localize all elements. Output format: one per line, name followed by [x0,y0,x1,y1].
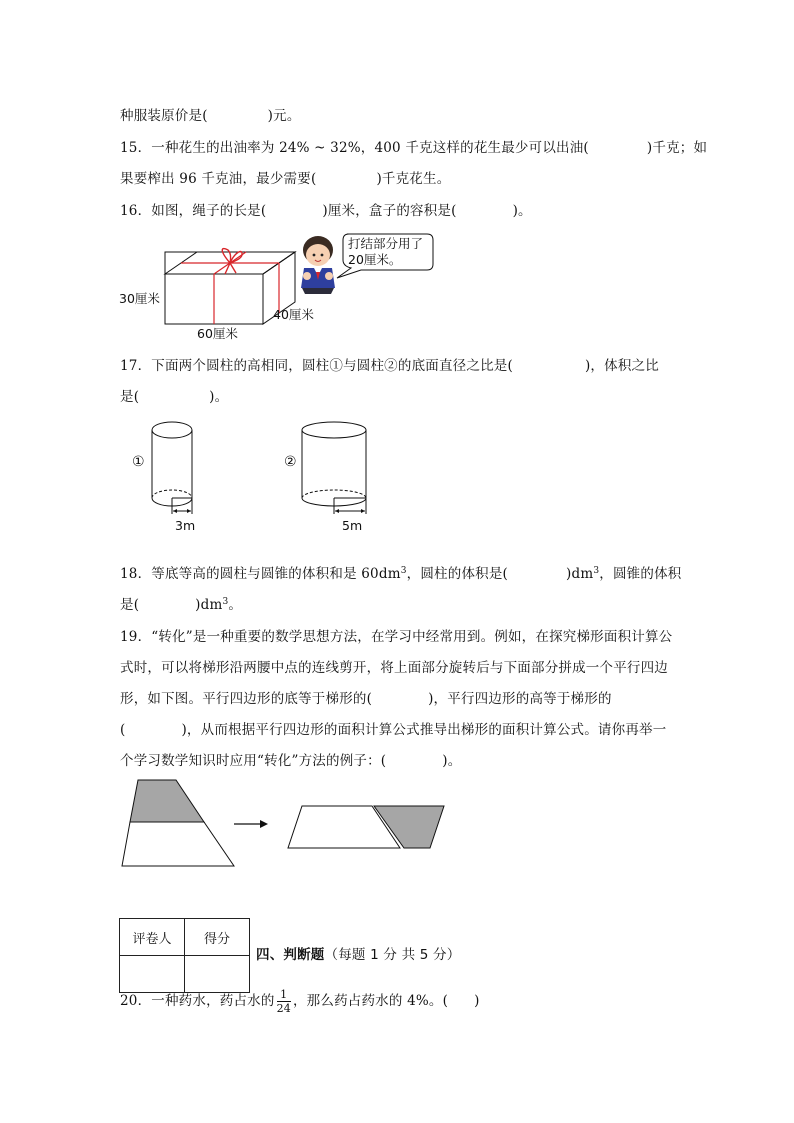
q20-text-b: ，那么药占药水的 4%。( [292,993,449,1009]
q15-text-c: 果要榨出 96 千克油，最少需要( [120,171,317,187]
q19-line1: 19．“转化”是一种重要的数学思想方法，在学习中经常用到。例如，在探究梯形面积计算公 [120,629,673,645]
q19-text-a: 形，如下图。平行四边形的底等于梯形的( [120,691,373,707]
q18-line1 [120,562,681,582]
q19-text-e: 个学习数学知识时应用“转化”方法的例子：( [120,753,387,769]
student-avatar-icon [301,236,335,294]
q19-line3 [120,687,612,707]
q18-sup-3: 3 [222,597,229,607]
q17-line2 [120,385,228,405]
q18-text-f: )dm [195,597,223,613]
q20-line [120,988,480,1015]
q20-frac-den: 24 [276,1002,291,1015]
q19-line4 [120,718,666,738]
grader-label: 评卷人 [120,919,185,956]
q18-text-b: ，圆柱的体积是( [406,566,509,582]
arrow-icon [260,820,268,828]
q19-line5 [120,749,461,769]
q17-text-a: 17．下面两个圆柱的高相同，圆柱①与圆柱②的底面直径之比是( [120,358,513,374]
section4-subtitle: （每题 1 分 共 5 分） [324,947,461,963]
trapezoid-top-shaded [130,780,204,822]
q19-text-b: )，平行四边形的高等于梯形的 [428,691,612,707]
q20-text-c: ) [474,993,480,1009]
q17-text-d: )。 [209,389,229,405]
grader-cell[interactable] [120,956,185,993]
q16-line [120,199,532,219]
q19-text-d: )，从而根据平行四边形的面积计算公式推导出梯形的面积计算公式。请你再举一 [181,722,667,738]
q20-frac-num: 1 [277,988,291,1002]
bubble-line1: 打结部分用了 [348,236,424,251]
cylinder-1 [152,422,192,514]
bubble-line2: 20厘米。 [348,252,402,267]
q14-text: 种服装原价是( [120,108,208,124]
q16-text-b: )厘米，盒子的容积是( [322,203,457,219]
q14-end: )元。 [267,108,301,124]
q15-text-b: )千克；如 [646,140,708,156]
cylinder-2-radius: 5m [342,518,363,533]
section4-heading [256,943,460,963]
q15-text-d: )千克花生。 [376,171,451,187]
gift-box-figure [115,228,445,346]
q18-text-e: 是( [120,597,140,613]
cylinder-2-label: ② [284,454,297,470]
q18-text-c: )dm [566,566,594,582]
cylinder-1-radius: 3m [175,518,196,533]
q19-text-c: ( [120,722,126,738]
q18-text-g: 。 [228,597,243,613]
score-table [119,918,250,993]
q20-fraction [277,988,291,1015]
q15-line1 [120,136,707,156]
score-label: 得分 [185,919,250,956]
q15-text-a: 15．一种花生的出油率为 24% ~ 32%，400 千克这样的花生最少可以出油( [120,140,589,156]
label-length: 60厘米 [197,326,238,341]
q14-tail [120,104,301,124]
cylinder-2 [302,422,366,514]
q18-text-d: ，圆锥的体积 [599,566,682,582]
section4-title: 四、判断题 [256,947,325,963]
q18-sup-1: 3 [400,566,407,576]
q18-line2 [120,593,242,613]
trapezoid-bottom [122,822,234,866]
q17-text-c: 是( [120,389,140,405]
q19-text-f: )。 [442,753,462,769]
q17-line1 [120,354,659,374]
label-width: 40厘米 [273,307,314,322]
q20-text-a: 20．一种药水，药占水的 [120,993,275,1009]
cylinders-figure [128,418,378,538]
label-height: 30厘米 [119,291,160,306]
q16-text-c: )。 [512,203,532,219]
q17-text-b: )，体积之比 [584,358,659,374]
score-cell[interactable] [185,956,250,993]
score-box [119,918,250,993]
q18-sup-2: 3 [593,566,600,576]
trapezoid-transform-figure [118,776,458,870]
q15-line2 [120,167,450,187]
q16-text-a: 16．如图，绳子的长是( [120,203,267,219]
cylinder-1-label: ① [132,454,145,470]
q18-text-a: 18．等底等高的圆柱与圆锥的体积和是 60dm [120,566,401,582]
q19-line2: 式时，可以将梯形沿两腰中点的连线剪开，将上面部分旋转后与下面部分拼成一个平行四边 [120,660,668,676]
